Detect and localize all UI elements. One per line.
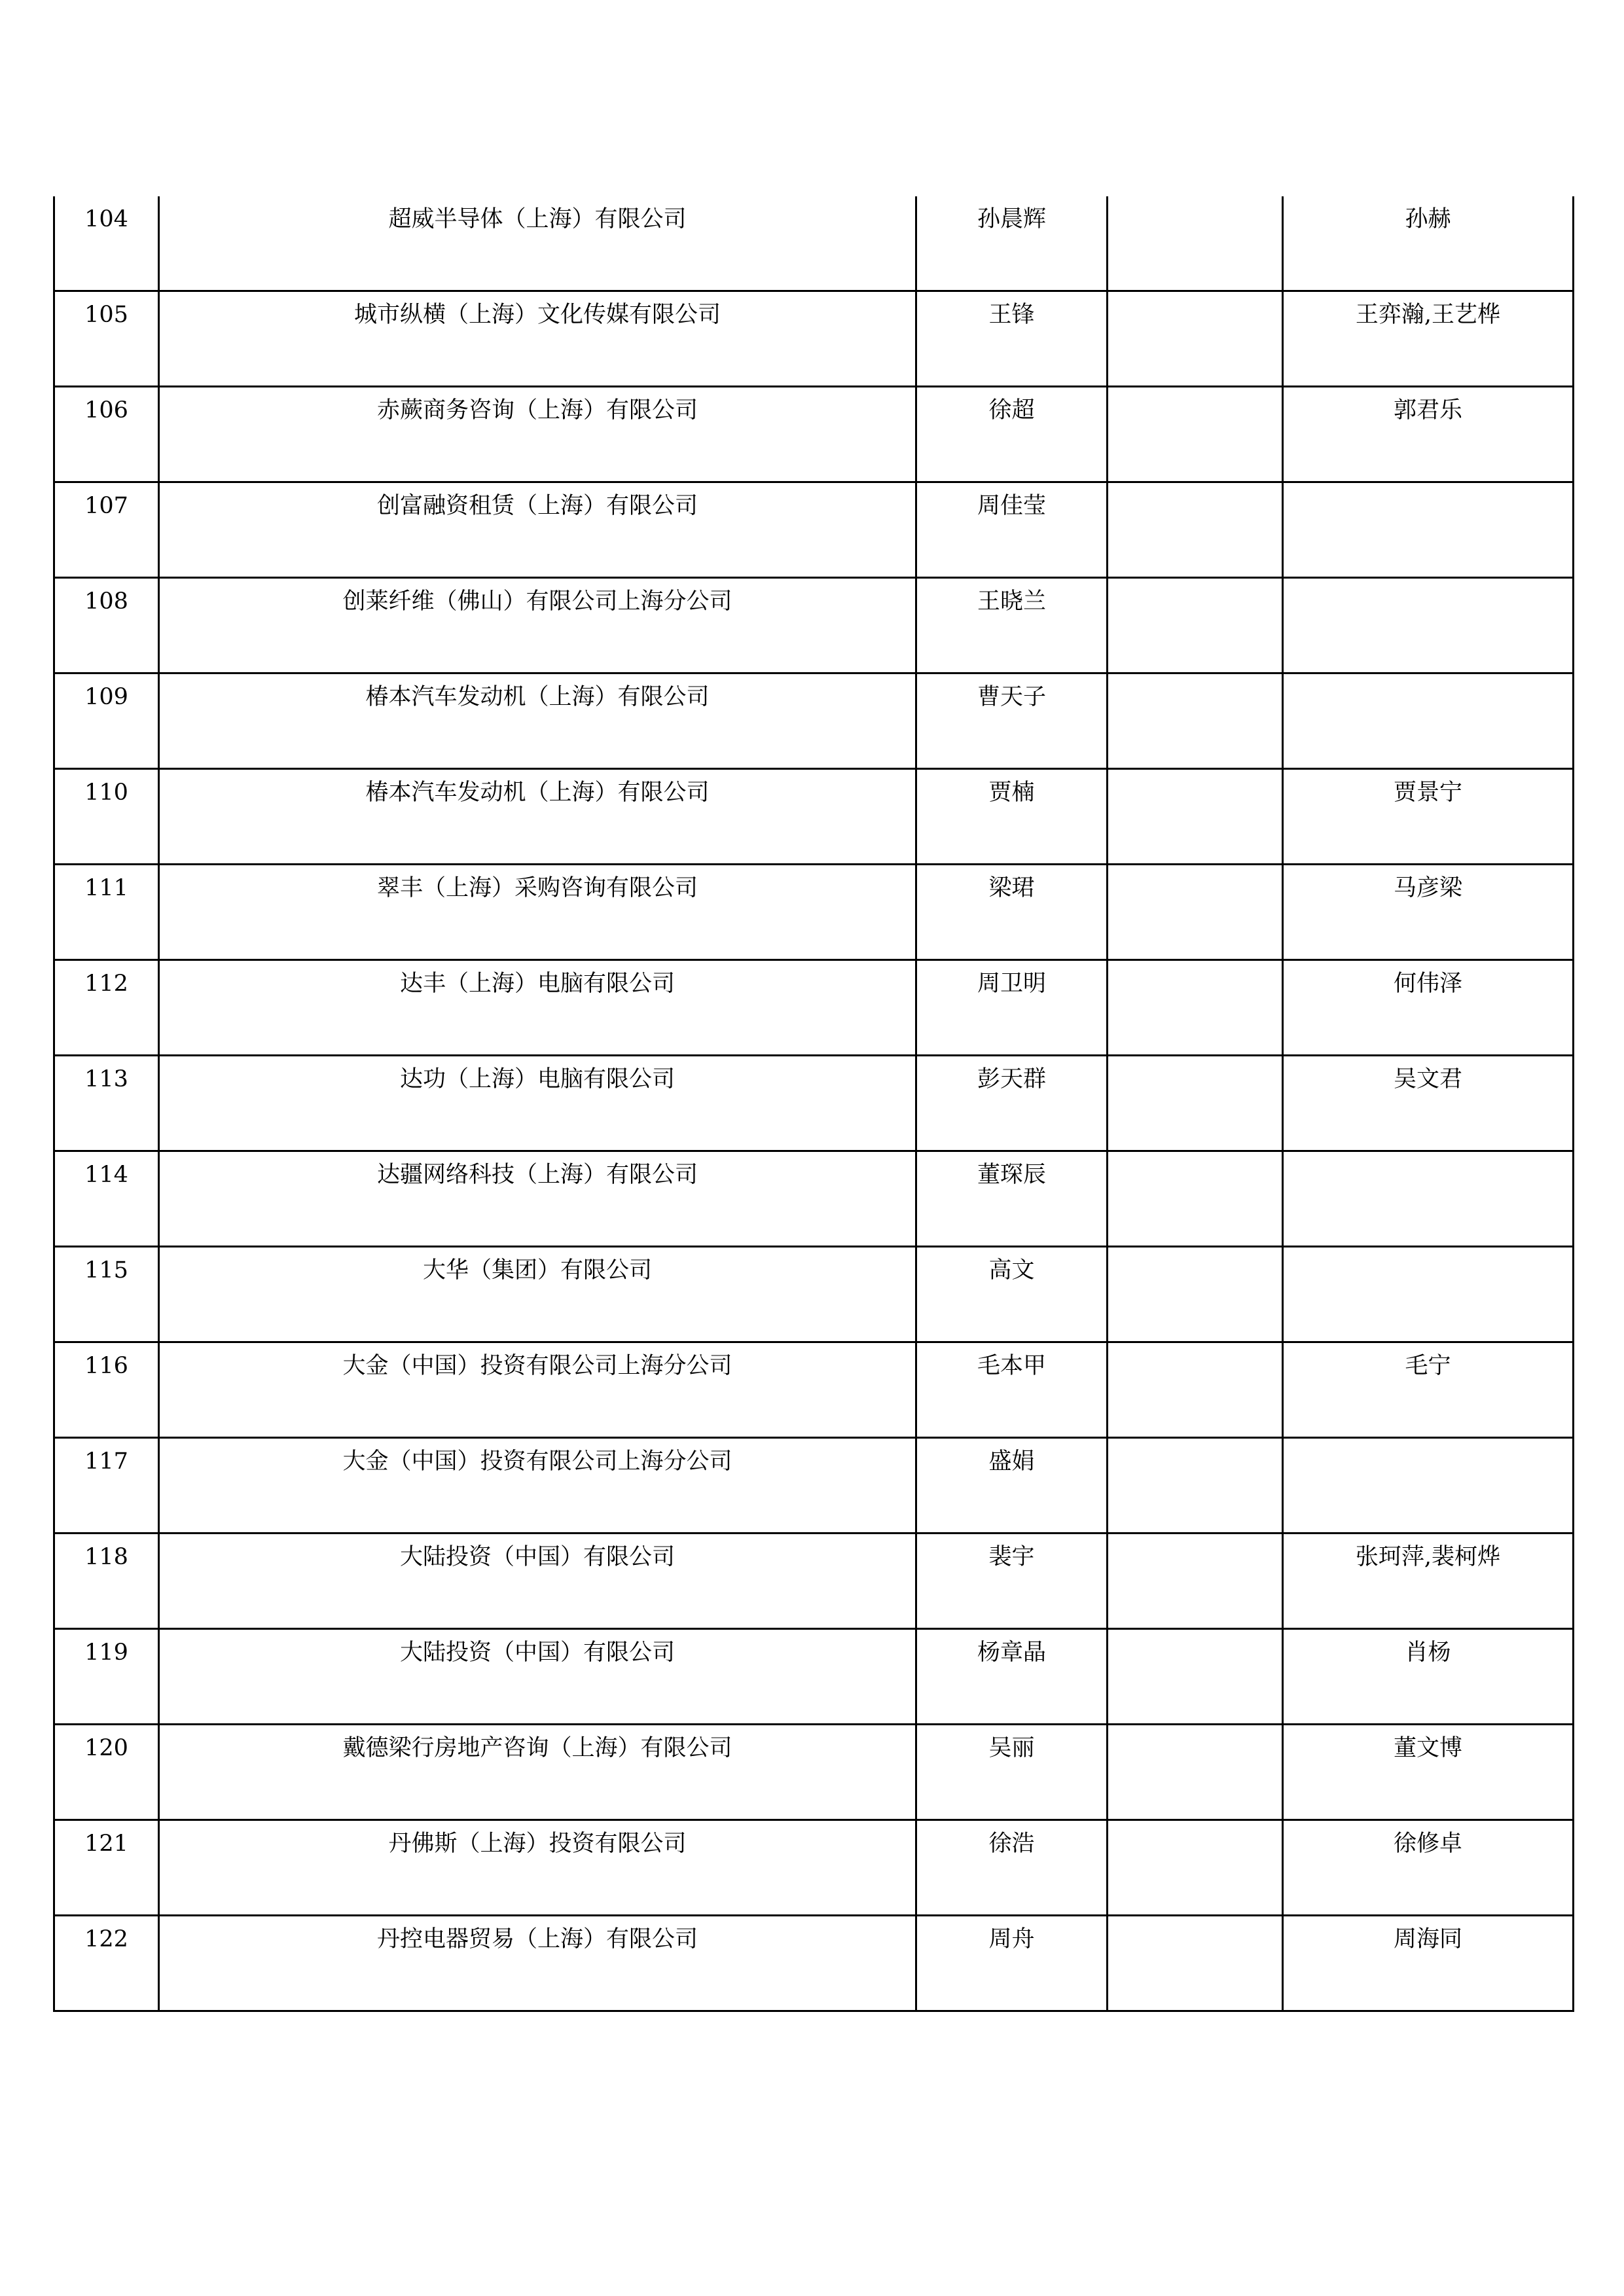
- cell-blank: [1108, 1438, 1283, 1534]
- cell-contact-text: 彭天群: [977, 1066, 1046, 1092]
- cell-blank-text: [1108, 1630, 1282, 1639]
- cell-blank-text: [1108, 292, 1282, 301]
- cell-blank-text: [1108, 1534, 1282, 1543]
- cell-blank-text: [1108, 1152, 1282, 1161]
- cell-company: [159, 578, 916, 673]
- cell-blank: [1108, 865, 1283, 960]
- cell-blank-text: [1108, 1916, 1282, 1926]
- cell-blank-text: [1108, 865, 1282, 874]
- cell-contact: [916, 960, 1108, 1056]
- cell-index: [54, 1342, 159, 1438]
- cell-company-text: 椿本汽车发动机（上海）有限公司: [365, 780, 710, 806]
- cell-index: [54, 578, 159, 673]
- cell-extra-text: 何伟泽: [1393, 971, 1462, 997]
- cell-blank: [1108, 387, 1283, 482]
- cell-contact-text: 高文: [988, 1257, 1035, 1283]
- cell-index: [54, 1916, 159, 2011]
- roster-table: [53, 196, 1574, 2012]
- cell-company: [159, 1916, 916, 2011]
- cell-contact-text: 董琛辰: [977, 1162, 1046, 1188]
- cell-contact: [916, 1629, 1108, 1725]
- cell-blank: [1108, 769, 1283, 865]
- cell-index: [54, 769, 159, 865]
- table-row: [54, 673, 1574, 769]
- cell-blank: [1108, 1342, 1283, 1438]
- cell-extra-text: [1284, 674, 1572, 683]
- table-row: [54, 960, 1574, 1056]
- roster-table-body: [54, 196, 1574, 2011]
- cell-extra: [1283, 196, 1574, 291]
- cell-contact: [916, 482, 1108, 578]
- cell-index-text: 109: [84, 684, 128, 710]
- cell-blank-text: [1108, 674, 1282, 683]
- cell-company: [159, 865, 916, 960]
- cell-index-text: 110: [84, 780, 128, 806]
- cell-company-text: 大金（中国）投资有限公司上海分公司: [342, 1448, 732, 1475]
- cell-extra-text: 毛宁: [1405, 1353, 1451, 1379]
- cell-company-text: 椿本汽车发动机（上海）有限公司: [365, 684, 710, 710]
- cell-contact: [916, 196, 1108, 291]
- table-row: [54, 482, 1574, 578]
- cell-contact: [916, 291, 1108, 387]
- cell-extra-text: 董文博: [1393, 1735, 1462, 1761]
- cell-contact-text: 徐浩: [988, 1831, 1035, 1857]
- cell-contact-text: 裴宇: [988, 1544, 1035, 1570]
- cell-contact-text: 周卫明: [977, 971, 1046, 997]
- cell-blank: [1108, 482, 1283, 578]
- cell-index: [54, 1820, 159, 1916]
- table-row: [54, 1247, 1574, 1342]
- table-row: [54, 865, 1574, 960]
- cell-index-text: 107: [84, 493, 128, 519]
- table-row: [54, 1438, 1574, 1534]
- cell-index: [54, 1725, 159, 1820]
- cell-contact-text: 王晓兰: [977, 588, 1046, 615]
- cell-blank-text: [1108, 770, 1282, 779]
- cell-index-text: 114: [84, 1162, 128, 1188]
- cell-extra-text: 郭君乐: [1393, 397, 1462, 423]
- cell-extra-text: [1284, 483, 1572, 492]
- cell-extra-text: 贾景宁: [1393, 780, 1462, 806]
- cell-index: [54, 1151, 159, 1247]
- cell-contact-text: 杨章晶: [977, 1640, 1046, 1666]
- cell-extra-text: 吴文君: [1393, 1066, 1462, 1092]
- cell-extra-text: 周海同: [1393, 1926, 1462, 1952]
- cell-index-text: 108: [84, 588, 128, 615]
- cell-contact: [916, 578, 1108, 673]
- cell-contact: [916, 673, 1108, 769]
- cell-blank-text: [1108, 196, 1282, 206]
- cell-index-text: 105: [84, 302, 128, 328]
- cell-contact-text: 梁珺: [988, 875, 1035, 901]
- cell-company-text: 创富融资租赁（上海）有限公司: [376, 493, 698, 519]
- cell-index-text: 115: [84, 1257, 128, 1283]
- cell-company-text: 赤蕨商务咨询（上海）有限公司: [376, 397, 698, 423]
- cell-extra-text: [1284, 579, 1572, 588]
- cell-blank: [1108, 578, 1283, 673]
- cell-contact: [916, 1151, 1108, 1247]
- cell-extra-text: 徐修卓: [1393, 1831, 1462, 1857]
- cell-blank-text: [1108, 387, 1282, 397]
- cell-company: [159, 1056, 916, 1151]
- cell-company: [159, 196, 916, 291]
- cell-contact-text: 王锋: [988, 302, 1035, 328]
- cell-company: [159, 960, 916, 1056]
- cell-index: [54, 1534, 159, 1629]
- cell-index: [54, 960, 159, 1056]
- cell-company-text: 超威半导体（上海）有限公司: [388, 206, 687, 232]
- cell-company: [159, 291, 916, 387]
- cell-blank-text: [1108, 1821, 1282, 1830]
- cell-extra: [1283, 482, 1574, 578]
- cell-contact: [916, 1342, 1108, 1438]
- cell-company-text: 达疆网络科技（上海）有限公司: [376, 1162, 698, 1188]
- cell-contact: [916, 1820, 1108, 1916]
- cell-extra: [1283, 673, 1574, 769]
- cell-extra: [1283, 387, 1574, 482]
- cell-company-text: 大陆投资（中国）有限公司: [399, 1544, 675, 1570]
- cell-company: [159, 482, 916, 578]
- cell-company: [159, 1342, 916, 1438]
- cell-extra: [1283, 1056, 1574, 1151]
- table-row: [54, 1342, 1574, 1438]
- cell-extra: [1283, 291, 1574, 387]
- cell-contact-text: 盛娟: [988, 1448, 1035, 1475]
- cell-extra: [1283, 769, 1574, 865]
- cell-extra-text: 王弈瀚,王艺桦: [1355, 302, 1501, 328]
- cell-company-text: 达丰（上海）电脑有限公司: [399, 971, 675, 997]
- cell-extra-text: [1284, 1152, 1572, 1161]
- table-row: [54, 578, 1574, 673]
- cell-index-text: 118: [84, 1544, 128, 1570]
- cell-company: [159, 1629, 916, 1725]
- cell-index: [54, 291, 159, 387]
- table-row: [54, 769, 1574, 865]
- table-row: [54, 1629, 1574, 1725]
- cell-contact-text: 徐超: [988, 397, 1035, 423]
- cell-company: [159, 387, 916, 482]
- cell-blank: [1108, 196, 1283, 291]
- cell-index: [54, 865, 159, 960]
- cell-company: [159, 673, 916, 769]
- cell-company: [159, 1438, 916, 1534]
- cell-contact: [916, 865, 1108, 960]
- cell-index: [54, 1056, 159, 1151]
- cell-extra: [1283, 1916, 1574, 2011]
- cell-extra: [1283, 1438, 1574, 1534]
- cell-company: [159, 1820, 916, 1916]
- cell-index-text: 113: [84, 1066, 128, 1092]
- cell-index-text: 122: [84, 1926, 128, 1952]
- cell-contact: [916, 1056, 1108, 1151]
- cell-blank-text: [1108, 961, 1282, 970]
- cell-company-text: 创莱纤维（佛山）有限公司上海分公司: [342, 588, 732, 615]
- cell-contact-text: 贾楠: [988, 780, 1035, 806]
- cell-index: [54, 1438, 159, 1534]
- cell-extra: [1283, 1247, 1574, 1342]
- cell-contact: [916, 1916, 1108, 2011]
- cell-company: [159, 769, 916, 865]
- cell-index: [54, 673, 159, 769]
- cell-blank-text: [1108, 483, 1282, 492]
- cell-blank-text: [1108, 579, 1282, 588]
- cell-contact-text: 吴丽: [988, 1735, 1035, 1761]
- cell-contact: [916, 1725, 1108, 1820]
- cell-index-text: 111: [84, 875, 128, 901]
- cell-contact-text: 曹天子: [977, 684, 1046, 710]
- table-row: [54, 1056, 1574, 1151]
- cell-company-text: 大金（中国）投资有限公司上海分公司: [342, 1353, 732, 1379]
- cell-extra-text: [1284, 1247, 1572, 1257]
- cell-contact: [916, 1438, 1108, 1534]
- cell-extra-text: 孙赫: [1405, 206, 1451, 232]
- cell-extra: [1283, 1820, 1574, 1916]
- cell-company-text: 大陆投资（中国）有限公司: [399, 1640, 675, 1666]
- cell-index-text: 121: [84, 1831, 128, 1857]
- cell-blank: [1108, 1247, 1283, 1342]
- cell-extra: [1283, 865, 1574, 960]
- cell-company: [159, 1247, 916, 1342]
- cell-index: [54, 196, 159, 291]
- cell-index: [54, 387, 159, 482]
- cell-contact: [916, 387, 1108, 482]
- cell-blank: [1108, 1916, 1283, 2011]
- cell-contact-text: 周舟: [988, 1926, 1035, 1952]
- cell-contact: [916, 1247, 1108, 1342]
- cell-index: [54, 1247, 159, 1342]
- table-row: [54, 1725, 1574, 1820]
- cell-blank-text: [1108, 1247, 1282, 1257]
- cell-contact-text: 周佳莹: [977, 493, 1046, 519]
- cell-contact: [916, 1534, 1108, 1629]
- cell-company-text: 丹控电器贸易（上海）有限公司: [376, 1926, 698, 1952]
- cell-blank: [1108, 1725, 1283, 1820]
- cell-blank: [1108, 1629, 1283, 1725]
- table-row: [54, 291, 1574, 387]
- cell-index-text: 112: [84, 971, 128, 997]
- cell-extra: [1283, 1342, 1574, 1438]
- cell-blank: [1108, 960, 1283, 1056]
- cell-extra: [1283, 1151, 1574, 1247]
- cell-company-text: 城市纵横（上海）文化传媒有限公司: [353, 302, 721, 328]
- cell-extra-text: [1284, 1439, 1572, 1448]
- cell-blank: [1108, 1151, 1283, 1247]
- cell-blank: [1108, 1820, 1283, 1916]
- cell-extra-text: 张珂萍,裴柯烨: [1355, 1544, 1501, 1570]
- cell-company-text: 达功（上海）电脑有限公司: [399, 1066, 675, 1092]
- cell-index: [54, 1629, 159, 1725]
- cell-blank-text: [1108, 1343, 1282, 1352]
- table-row: [54, 1151, 1574, 1247]
- cell-contact-text: 孙晨辉: [977, 206, 1046, 232]
- cell-company: [159, 1534, 916, 1629]
- table-row: [54, 387, 1574, 482]
- cell-blank: [1108, 1056, 1283, 1151]
- cell-extra: [1283, 1629, 1574, 1725]
- cell-company: [159, 1151, 916, 1247]
- table-row: [54, 1534, 1574, 1629]
- cell-index-text: 120: [84, 1735, 128, 1761]
- cell-company-text: 戴德梁行房地产咨询（上海）有限公司: [342, 1735, 732, 1761]
- cell-blank: [1108, 673, 1283, 769]
- cell-company-text: 大华（集团）有限公司: [422, 1257, 652, 1283]
- cell-index-text: 104: [84, 206, 128, 232]
- cell-contact: [916, 769, 1108, 865]
- cell-blank: [1108, 1534, 1283, 1629]
- cell-index: [54, 482, 159, 578]
- cell-company-text: 翠丰（上海）采购咨询有限公司: [376, 875, 698, 901]
- cell-extra: [1283, 1534, 1574, 1629]
- cell-index-text: 116: [84, 1353, 128, 1379]
- cell-extra: [1283, 1725, 1574, 1820]
- cell-index-text: 117: [84, 1448, 128, 1475]
- cell-index-text: 119: [84, 1640, 128, 1666]
- table-row: [54, 196, 1574, 291]
- cell-extra-text: 马彦梁: [1393, 875, 1462, 901]
- cell-blank: [1108, 291, 1283, 387]
- cell-contact-text: 毛本甲: [977, 1353, 1046, 1379]
- cell-index-text: 106: [84, 397, 128, 423]
- table-row: [54, 1916, 1574, 2011]
- cell-blank-text: [1108, 1725, 1282, 1734]
- cell-extra-text: 肖杨: [1405, 1640, 1451, 1666]
- cell-company: [159, 1725, 916, 1820]
- cell-company-text: 丹佛斯（上海）投资有限公司: [388, 1831, 687, 1857]
- cell-blank-text: [1108, 1439, 1282, 1448]
- table-row: [54, 1820, 1574, 1916]
- cell-extra: [1283, 960, 1574, 1056]
- cell-blank-text: [1108, 1056, 1282, 1066]
- cell-extra: [1283, 578, 1574, 673]
